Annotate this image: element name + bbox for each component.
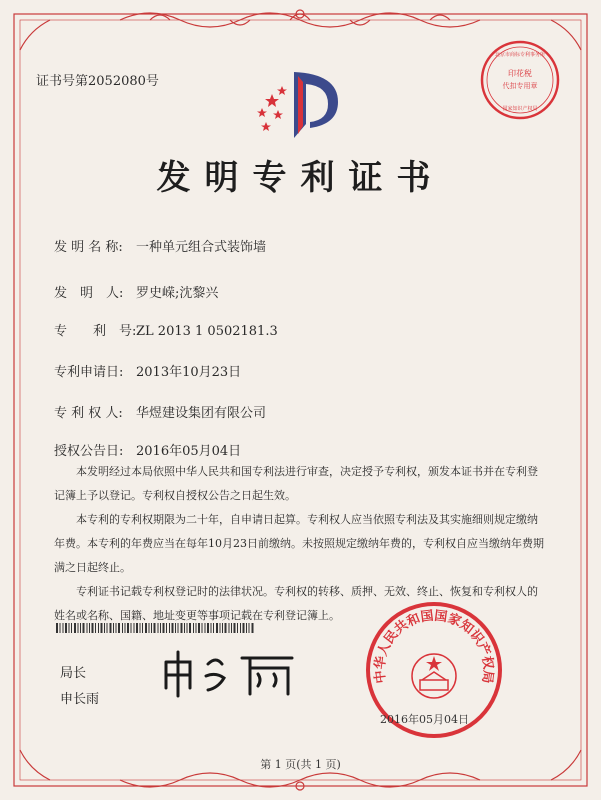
- field-label: 发 明 名 称:: [54, 240, 123, 255]
- barcode-bar: [116, 623, 117, 633]
- barcode-bar: [122, 623, 123, 633]
- barcode-bar: [169, 623, 170, 633]
- barcode-bar: [205, 623, 206, 633]
- barcode-bar: [231, 623, 232, 633]
- barcode-icon: [56, 623, 256, 633]
- barcode-bar: [181, 623, 183, 633]
- field-value: ZL 2013 1 0502181.3: [136, 324, 278, 339]
- certificate-title: 发明专利证书: [156, 158, 445, 198]
- barcode-bar: [78, 623, 79, 633]
- field-label: 授权公告日:: [54, 444, 124, 459]
- barcode-bar: [172, 623, 174, 633]
- barcode-bar: [134, 623, 135, 633]
- field-invention-name: [54, 236, 266, 255]
- barcode-bar: [110, 623, 112, 633]
- top-ornament: [120, 10, 480, 27]
- barcode-bar: [252, 623, 254, 633]
- barcode-bar: [198, 623, 200, 633]
- barcode-bar: [63, 623, 64, 633]
- barcode-bar: [166, 623, 167, 633]
- barcode-bar: [74, 623, 76, 633]
- barcode-bar: [60, 623, 61, 633]
- barcode-bar: [92, 623, 94, 633]
- barcode-bar: [118, 623, 120, 633]
- barcode-bar: [234, 623, 236, 633]
- barcode-bar: [83, 623, 85, 633]
- barcode-bar: [136, 623, 138, 633]
- barcode-bar: [211, 623, 212, 633]
- barcode-bar: [220, 623, 221, 633]
- barcode-bar: [151, 623, 152, 633]
- field-inventors: [54, 282, 218, 301]
- svg-text:代扣专用章: 代扣专用章: [502, 82, 538, 90]
- barcode-bar: [71, 623, 72, 633]
- barcode-bar: [184, 623, 185, 633]
- director-signature: [158, 648, 308, 698]
- barcode-bar: [142, 623, 143, 633]
- barcode-bar: [69, 623, 70, 633]
- barcode-bar: [158, 623, 159, 633]
- tax-stamp-seal: [478, 38, 562, 122]
- barcode-bar: [87, 623, 88, 633]
- barcode-bar: [175, 623, 176, 633]
- barcode-bar: [65, 623, 67, 633]
- barcode-bar: [56, 623, 58, 633]
- director-name: 申长雨: [60, 692, 100, 707]
- barcode-bar: [229, 623, 230, 633]
- field-label: 发 明 人:: [54, 286, 124, 301]
- seal-text: 中华人民共和国国家知识产权局: [372, 608, 496, 685]
- svg-text:印花税: 印花税: [508, 69, 532, 78]
- svg-text:北京市商标专利事务所: 北京市商标专利事务所: [494, 52, 546, 58]
- barcode-bar: [213, 623, 214, 633]
- barcode-bar: [202, 623, 203, 633]
- barcode-bar: [189, 623, 191, 633]
- barcode-bar: [104, 623, 105, 633]
- barcode-bar: [178, 623, 179, 633]
- field-filing-date: [54, 361, 241, 380]
- barcode-bar: [145, 623, 147, 633]
- barcode-bar: [154, 623, 156, 633]
- body-paragraph: 本专利的专利权期限为二十年，自申请日起算。专利权人应当依照专利法及其实施细则规定缴纳年费。本专利的年费应当在每年10月23日前缴纳。未按照规定缴纳年费的，专利权自应当缴纳年费期满之日起终止。: [54, 513, 544, 574]
- director-title: 局长: [60, 666, 87, 681]
- barcode-bar: [163, 623, 165, 633]
- bottom-ornament: [120, 773, 480, 790]
- barcode-bar: [131, 623, 132, 633]
- barcode-bar: [196, 623, 197, 633]
- field-value: 一种单元组合式装饰墙: [136, 240, 267, 255]
- barcode-bar: [95, 623, 96, 633]
- barcode-bar: [207, 623, 209, 633]
- barcode-bar: [89, 623, 90, 633]
- barcode-bar: [225, 623, 227, 633]
- body-paragraph: 专利证书记载专利权登记时的法律状况。专利权的转移、质押、无效、终止、恢复和专利权人的姓名或名称、国籍、地址变更等事项记载在专利登记簿上。: [54, 585, 538, 622]
- svg-text:国家知识产权局: 国家知识产权局: [502, 106, 538, 112]
- barcode-bar: [125, 623, 126, 633]
- body-paragraph: 本发明经过本局依照中华人民共和国专利法进行审查，决定授予专利权，颁发本证书并在专利登记簿上予以登记。专利权自授权公告之日起生效。: [54, 465, 538, 502]
- cnipa-logo-icon: [254, 64, 344, 144]
- barcode-bar: [222, 623, 223, 633]
- barcode-bar: [240, 623, 241, 633]
- barcode-bar: [107, 623, 108, 633]
- field-value: 罗史嵘;沈黎兴: [136, 286, 219, 301]
- barcode-bar: [193, 623, 194, 633]
- page-number: 第 1 页(共 1 页): [260, 758, 341, 771]
- barcode-bar: [237, 623, 238, 633]
- barcode-bar: [187, 623, 188, 633]
- field-patent-number: [54, 320, 278, 339]
- certificate-number: 证书号第2052080号: [36, 74, 159, 89]
- barcode-bar: [127, 623, 129, 633]
- field-value: 2016年05月04日: [136, 444, 242, 459]
- field-grant-date: [54, 440, 241, 459]
- barcode-bar: [160, 623, 161, 633]
- barcode-bar: [98, 623, 99, 633]
- barcode-bar: [140, 623, 141, 633]
- barcode-bar: [149, 623, 150, 633]
- field-value: 2013年10月23日: [136, 365, 242, 380]
- field-label: 专利申请日:: [54, 365, 124, 380]
- field-label: 专 利 号:: [54, 324, 137, 339]
- field-value: 华煜建设集团有限公司: [136, 406, 267, 421]
- barcode-bar: [216, 623, 218, 633]
- barcode-bar: [243, 623, 245, 633]
- field-patentee: [54, 402, 266, 421]
- barcode-bar: [246, 623, 247, 633]
- barcode-bar: [113, 623, 114, 633]
- seal-date: 2016年05月04日: [380, 713, 469, 726]
- barcode-bar: [80, 623, 81, 633]
- barcode-bar: [101, 623, 103, 633]
- barcode-bar: [249, 623, 250, 633]
- field-label: 专 利 权 人:: [54, 406, 123, 421]
